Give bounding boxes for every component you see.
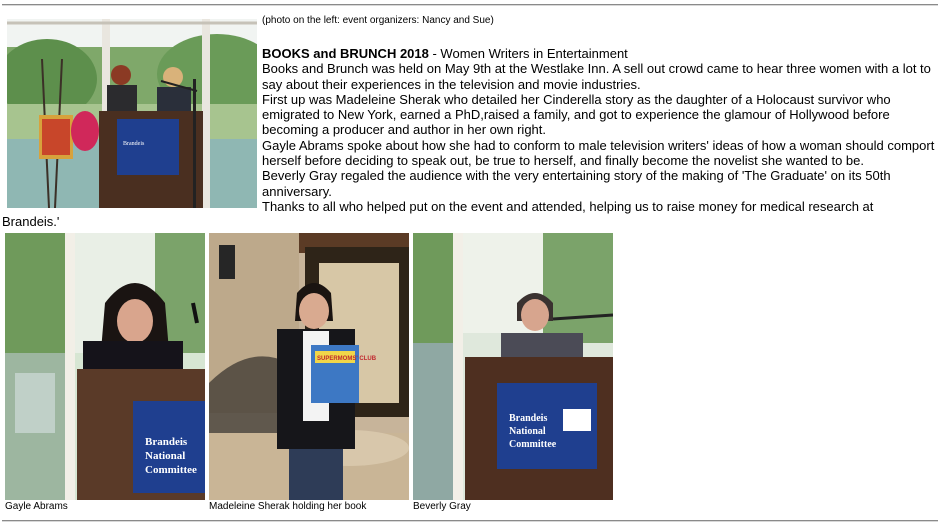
article-paragraph: Books and Brunch was held on May 9th at the Westlake Inn. A sell out crowd came to hear three women with a lot to say about their experiences in the television and movie industries. [262,61,931,92]
article-paragraph-tail: Brandeis.' [2,214,60,229]
photo-gayle-abrams [5,233,205,500]
gayle-abrams-photo-illustration [5,233,205,500]
banner-line-1: Brandeis [145,436,188,448]
banner-line-3: Committee [145,464,197,476]
article-paragraph: Thanks to all who helped put on the event and attended, helping us to raise money for medical research at [262,198,874,214]
banner-line-1: Brandeis [509,413,548,424]
hero-photo-organizers [7,19,257,208]
photo-caption-gayle-abrams: Gayle Abrams [5,501,68,512]
banner-line-2: National [145,450,186,462]
madeleine-sherak-photo-illustration [209,233,409,500]
organizers-photo-illustration [7,19,257,208]
article-paragraph: Gayle Abrams spoke about how she had to conform to male television writers' ideas of how a woman should comport herself before deciding to speak out, be true to herself, and finally become the novelist she wanted to be. [262,137,935,169]
top-divider [2,4,938,6]
banner-line-2: National [509,426,546,437]
photo-madeleine-sherak [209,233,409,500]
article [262,46,938,214]
article-title [262,46,938,61]
banner-line-3: Committee [509,439,557,450]
book-title: SUPERMOMS' CLUB [317,356,377,362]
photo-beverly-gray [413,233,613,500]
article-paragraph: First up was Madeleine Sherak who detailed her Cinderella story as the daughter of a Holocaust survivor who emigrated to New York, earned a PhD,raised a family, and got to experience the glamour of Hollywood before becoming a producer and author in her own right. [262,91,891,138]
organizers-banner-text: Brandeis [123,141,145,147]
article-title-rest: - Women Writers in Entertainment [428,46,628,61]
beverly-gray-photo-illustration [413,233,613,500]
article-title-bold: BOOKS and BRUNCH 2018 [262,46,429,61]
bottom-divider [2,520,938,522]
hero-photo-caption: (photo on the left: event organizers: Nancy and Sue) [262,15,494,26]
photo-caption-madeleine-sherak: Madeleine Sherak holding her book [209,501,367,512]
article-paragraph: Beverly Gray regaled the audience with the very entertaining story of the making of 'The Graduate' on its 50th anniversary. [262,168,891,199]
photo-caption-beverly-gray: Beverly Gray [413,501,471,512]
